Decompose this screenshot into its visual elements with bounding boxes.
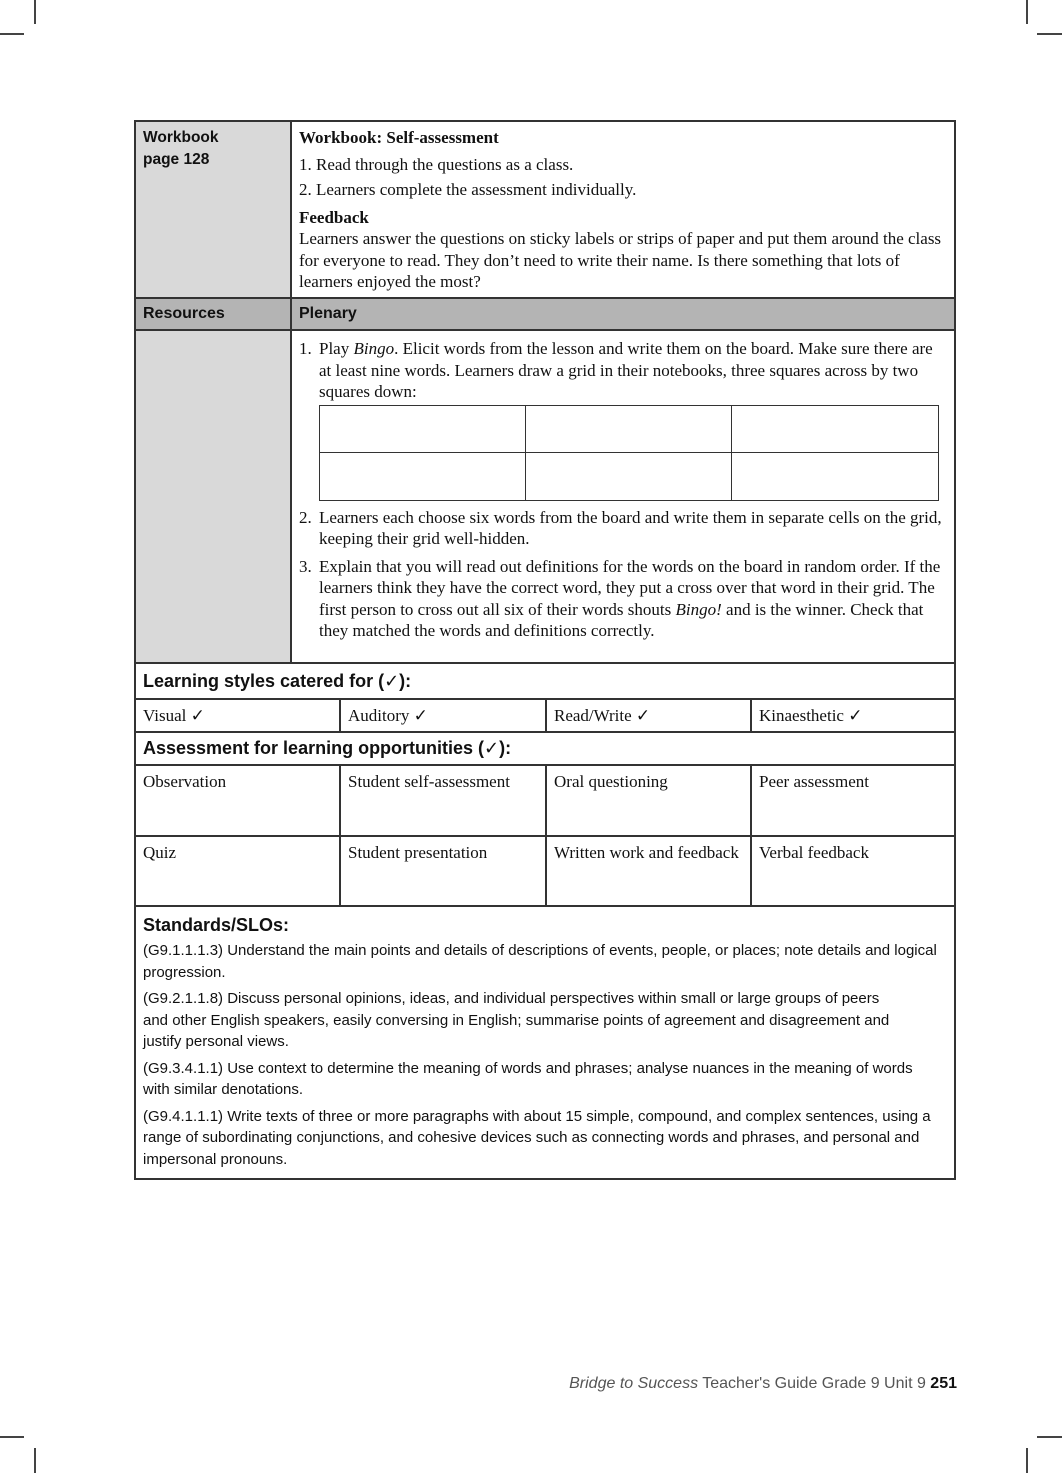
- plenary-list: [299, 338, 949, 403]
- standards-row: [136, 907, 954, 1178]
- crop-mark: [0, 1436, 24, 1438]
- assessment-row: [136, 766, 954, 837]
- plenary-list-cont: [299, 507, 949, 642]
- style-read-write: Read/Write ✓: [547, 700, 752, 731]
- assessment-heading-row: [136, 733, 954, 766]
- learning-styles-heading-row: [136, 664, 954, 700]
- workbook-page-label: Workbook page 128: [143, 129, 219, 168]
- standard-item: (G9.2.1.1.8) Discuss personal opinions, ideas, and individual perspectives within small or large groups of peers and other English speakers, easily conversing in English; summarise points of agreement and disagreement and justify personal views.: [143, 990, 890, 1050]
- resources-header: Resources: [136, 299, 292, 329]
- crop-mark: [1037, 1436, 1062, 1438]
- workbook-title: Workbook: Self-assessment: [299, 128, 499, 147]
- plenary-row: [136, 331, 954, 664]
- feedback-title: Feedback: [299, 207, 369, 227]
- assessment-cell: Student presentation: [341, 837, 547, 905]
- book-title: Bridge to Success: [569, 1375, 699, 1392]
- grid-cell: [320, 453, 526, 500]
- feedback-text: Learners answer the questions on sticky labels or strips of paper and put them around the class for everyone to read. They don’t need to write their name. Is there something that lots of learners enjoyed the most?: [299, 229, 942, 291]
- assessment-cell: Student self-assessment: [341, 766, 547, 835]
- footer-subtitle: Teacher's Guide Grade 9 Unit 9: [698, 1375, 931, 1392]
- grid-cell: [732, 406, 938, 453]
- style-visual: Visual ✓: [136, 700, 341, 731]
- plenary-item: 2. Learners each choose six words from the board and write them in separate cells on the grid, keeping their grid well-hidden.: [299, 507, 942, 548]
- workbook-step: 1. Read through the questions as a class.: [299, 154, 574, 174]
- page-footer: [569, 1375, 957, 1393]
- plenary-header: Plenary: [292, 299, 954, 329]
- workbook-side-cell: [136, 122, 292, 297]
- standard-item: (G9.1.1.1.3) Understand the main points and details of descriptions of events, people, or places; note details and logical progression.: [143, 942, 937, 981]
- standards-heading: Standards/SLOs:: [143, 915, 290, 935]
- lesson-plan-table: [134, 120, 956, 1180]
- assessment-row: [136, 837, 954, 907]
- grid-cell: [526, 406, 732, 453]
- assessment-heading: Assessment for learning opportunities (✓):: [143, 738, 512, 758]
- crop-mark: [34, 0, 36, 24]
- style-kinaesthetic: Kinaesthetic ✓: [759, 706, 863, 725]
- resources-cell: [136, 331, 292, 662]
- grid-cell: [526, 453, 732, 500]
- crop-mark: [1026, 1448, 1028, 1473]
- assessment-cell: Peer assessment: [759, 772, 870, 791]
- assessment-cell: Quiz: [136, 837, 341, 905]
- grid-cell: [732, 453, 938, 500]
- assessment-cell: Verbal feedback: [759, 843, 869, 862]
- bingo-grid: [319, 405, 939, 501]
- standard-item: (G9.3.4.1.1) Use context to determine the meaning of words and phrases; analyse nuances in the meaning of words with similar denotations.: [143, 1059, 913, 1098]
- assessment-cell: Oral questioning: [547, 766, 752, 835]
- learning-styles-heading: Learning styles catered for (✓):: [143, 671, 412, 691]
- crop-mark: [1026, 0, 1028, 24]
- standard-item: (G9.4.1.1.1) Write texts of three or more paragraphs with about 15 simple, compound, and complex sentences, using a range of subordinating conjunctions, and cohesive devices such as connecting words and phrases, and personal and impersonal pronouns.: [143, 1107, 931, 1168]
- section-header-row: [136, 299, 954, 331]
- assessment-cell: Observation: [136, 766, 341, 835]
- plenary-item: 1. Play Bingo. Elicit words from the lesson and write them on the board. Make sure there are at least nine words. Learners draw a grid in their notebooks, three squares across by two squares down:: [299, 339, 933, 401]
- crop-mark: [34, 1448, 36, 1473]
- grid-cell: [320, 406, 526, 453]
- crop-mark: [1037, 33, 1062, 35]
- style-auditory: Auditory ✓: [341, 700, 547, 731]
- page-number: 251: [930, 1375, 957, 1392]
- plenary-item: 3. Explain that you will read out definitions for the words on the board in random order. If the learners think they have the correct word, they put a cross over that word in their grid. The first person to cross out all six of their words shouts Bingo! and is the winner. Check that they matched the words and definitions correctly.: [299, 556, 941, 640]
- workbook-row: [136, 122, 954, 299]
- workbook-main-cell: [292, 122, 954, 297]
- crop-mark: [0, 33, 24, 35]
- workbook-step: 2. Learners complete the assessment individually.: [299, 180, 637, 199]
- plenary-cell: [292, 331, 956, 662]
- assessment-cell: Written work and feedback: [547, 837, 752, 905]
- learning-styles-row: [136, 700, 954, 733]
- standards-cell: [136, 907, 954, 1178]
